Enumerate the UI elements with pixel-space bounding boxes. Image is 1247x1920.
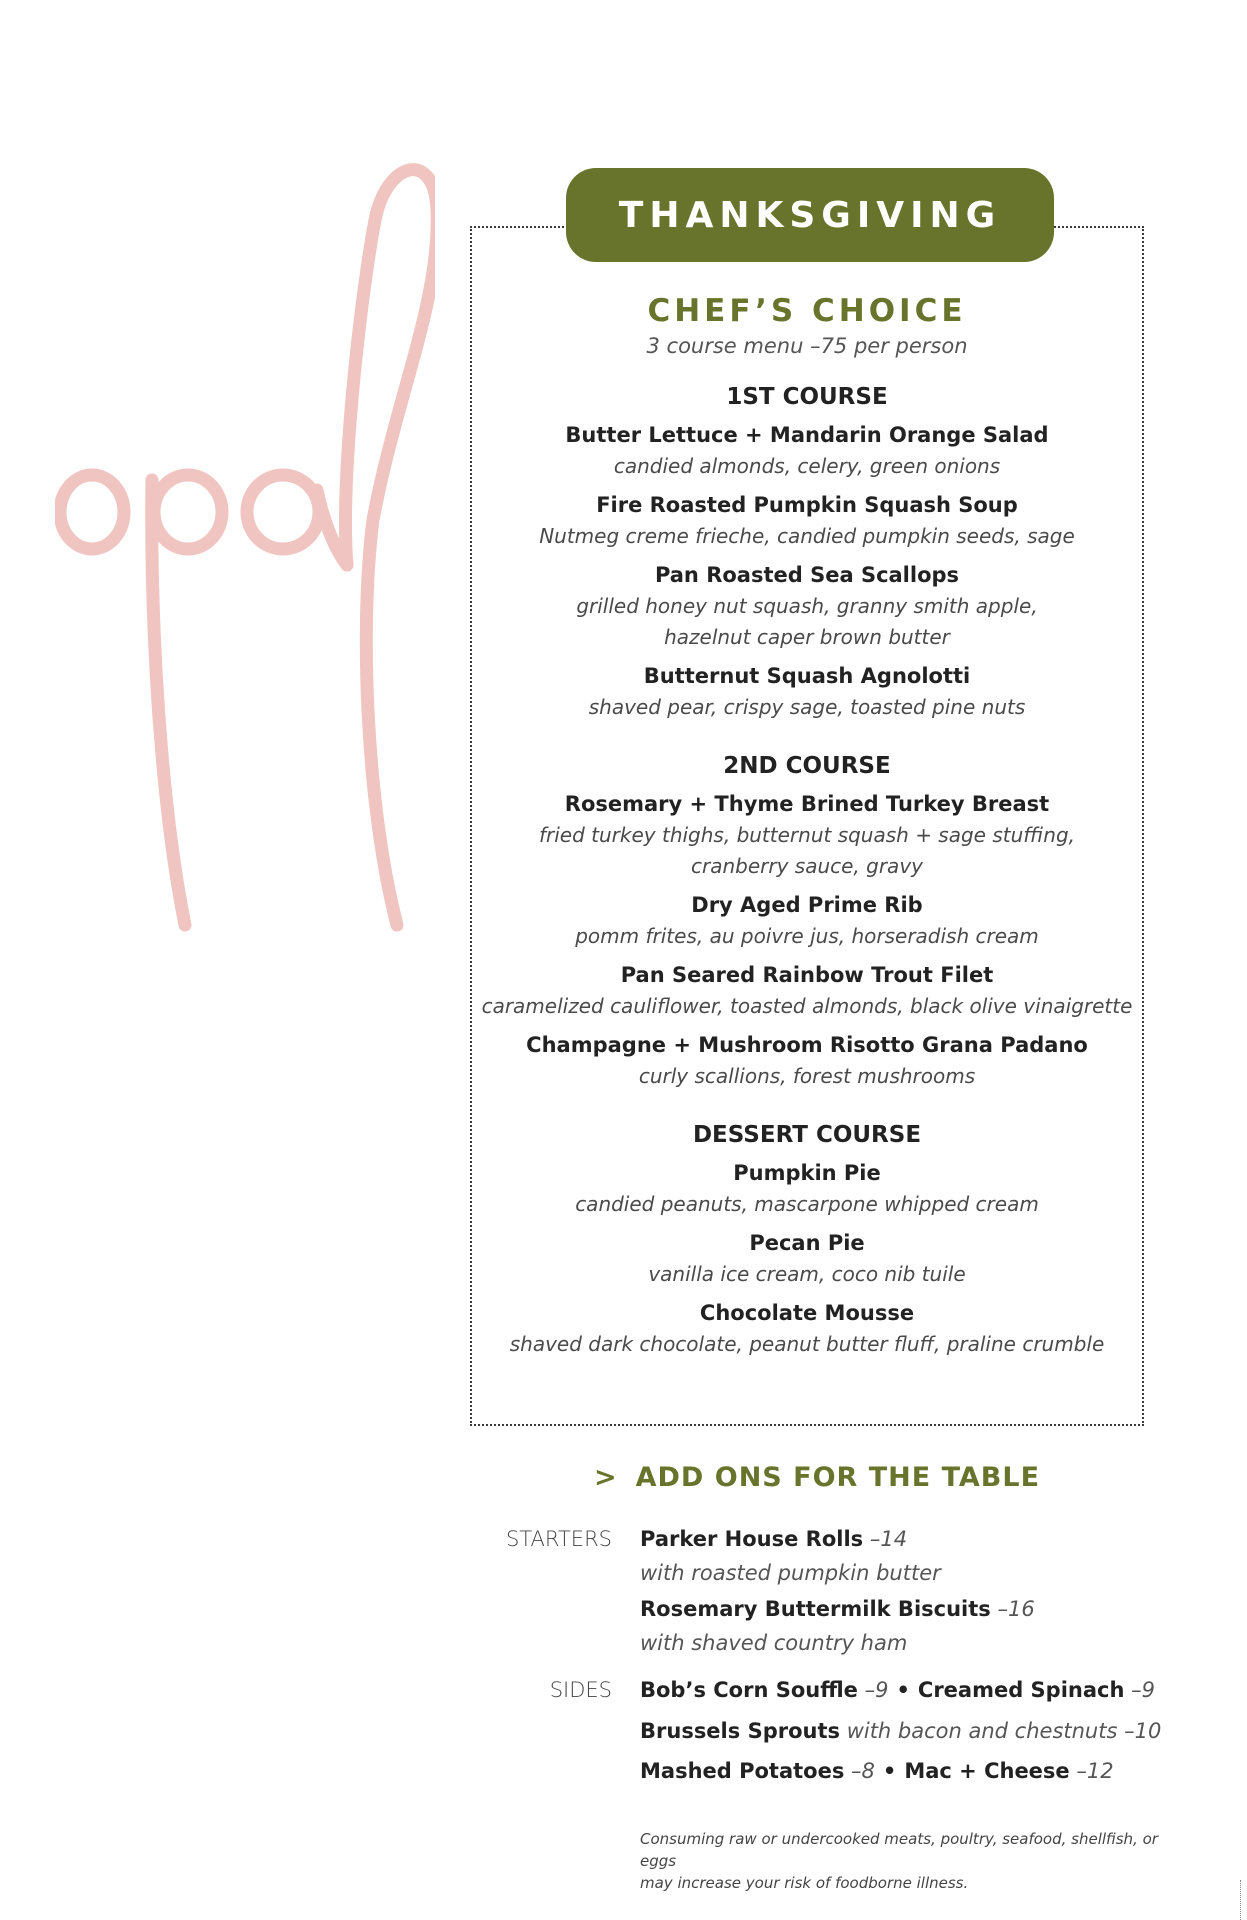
addon-name: Bob’s Corn Souffle — [640, 1678, 858, 1702]
addon-name: Creamed Spinach — [917, 1678, 1125, 1702]
sides-line-2 — [640, 1719, 1161, 1743]
item-name: Pan Seared Rainbow Trout Filet — [620, 963, 994, 987]
addon-price: –12 — [1076, 1759, 1114, 1783]
menu-item — [470, 890, 1144, 952]
bullet-separator: • — [882, 1759, 897, 1783]
item-desc: cranberry sauce, gravy — [690, 854, 923, 878]
item-desc: caramelized cauliflower, toasted almonds, black olive vinaigrette — [481, 994, 1133, 1018]
addon-price: –9 — [1131, 1678, 1155, 1702]
addon-price: –14 — [869, 1527, 908, 1551]
addon-price: –10 — [1124, 1719, 1162, 1743]
menu-item — [470, 1030, 1144, 1092]
addon-name: Brussels Sprouts — [640, 1719, 840, 1743]
item-desc: candied peanuts, mascarpone whipped cream — [575, 1192, 1039, 1216]
food-safety-disclaimer — [640, 1828, 1160, 1894]
chevron-right-icon: > — [594, 1462, 618, 1493]
addon-item — [640, 1597, 1035, 1621]
addons-title-text: ADD ONS FOR THE TABLE — [635, 1462, 1041, 1493]
item-desc: shaved dark chocolate, peanut butter fluff, praline crumble — [509, 1332, 1105, 1356]
course-title-3: DESSERT COURSE — [692, 1122, 922, 1148]
sides-line-1 — [640, 1678, 1155, 1702]
item-desc: vanilla ice cream, coco nib tuile — [648, 1262, 966, 1286]
item-name: Rosemary + Thyme Brined Turkey Breast — [564, 792, 1050, 816]
item-desc: pomm frites, au poivre jus, horseradish cream — [575, 924, 1039, 948]
page-edge-mark — [1240, 1880, 1243, 1920]
item-name: Pumpkin Pie — [733, 1161, 881, 1185]
menu-item — [470, 1298, 1144, 1360]
addon-price: –8 — [851, 1759, 875, 1783]
menu-item — [470, 420, 1144, 482]
item-name: Fire Roasted Pumpkin Squash Soup — [596, 493, 1018, 517]
chefs-choice-subtitle: 3 course menu –75 per person — [646, 334, 968, 358]
addon-name: Rosemary Buttermilk Biscuits — [640, 1597, 991, 1621]
course-title-2: 2ND COURSE — [723, 753, 891, 779]
addons-title — [594, 1462, 1040, 1493]
bullet-separator: • — [896, 1678, 910, 1702]
menu-item — [470, 490, 1144, 552]
addon-note: with bacon and chestnuts — [846, 1719, 1118, 1743]
item-name: Butter Lettuce + Mandarin Orange Salad — [565, 423, 1049, 447]
addon-price: –16 — [997, 1597, 1035, 1621]
item-desc: Nutmeg creme frieche, candied pumpkin seeds, sage — [539, 524, 1075, 548]
item-name: Pan Roasted Sea Scallops — [654, 563, 960, 587]
addon-item — [640, 1527, 907, 1551]
menu-item — [470, 789, 1144, 882]
chefs-choice-title: CHEF’S CHOICE — [647, 293, 967, 329]
menu-item — [470, 1228, 1144, 1290]
item-name: Champagne + Mushroom Risotto Grana Padano — [526, 1033, 1088, 1057]
addon-name: Parker House Rolls — [640, 1527, 864, 1551]
item-desc: fried turkey thighs, butternut squash + sage stuffing, — [538, 823, 1075, 847]
item-desc: curly scallions, forest mushrooms — [638, 1064, 976, 1088]
addon-price: –9 — [864, 1678, 889, 1702]
item-name: Dry Aged Prime Rib — [691, 893, 923, 917]
item-name: Butternut Squash Agnolotti — [643, 664, 971, 688]
addon-note: with roasted pumpkin butter — [640, 1561, 941, 1585]
item-desc: hazelnut caper brown butter — [664, 625, 950, 649]
sides-line-3 — [640, 1759, 1114, 1783]
addon-note: with shaved country ham — [640, 1631, 908, 1655]
item-name: Chocolate Mousse — [699, 1301, 915, 1325]
opal-logo — [55, 100, 435, 950]
item-desc: candied almonds, celery, green onions — [613, 454, 1001, 478]
menu-banner: THANKSGIVING — [566, 168, 1054, 262]
addon-name: Mashed Potatoes — [640, 1759, 845, 1783]
addon-name: Mac + Cheese — [904, 1759, 1070, 1783]
starters-label: STARTERS — [506, 1527, 612, 1551]
disclaimer-line: Consuming raw or undercooked meats, poultry, seafood, shellfish, or eggs — [640, 1830, 1158, 1870]
item-name: Pecan Pie — [749, 1231, 865, 1255]
menu-item — [470, 960, 1144, 1022]
menu-item — [470, 661, 1144, 723]
course-title-1: 1ST COURSE — [726, 384, 888, 410]
item-desc: shaved pear, crispy sage, toasted pine nuts — [588, 695, 1026, 719]
menu-item — [470, 1158, 1144, 1220]
item-desc: grilled honey nut squash, granny smith apple, — [576, 594, 1038, 618]
chefs-choice-menu — [470, 290, 1144, 1360]
disclaimer-line: may increase your risk of foodborne illness. — [640, 1874, 969, 1892]
sides-label: SIDES — [549, 1678, 612, 1702]
menu-item — [470, 560, 1144, 653]
